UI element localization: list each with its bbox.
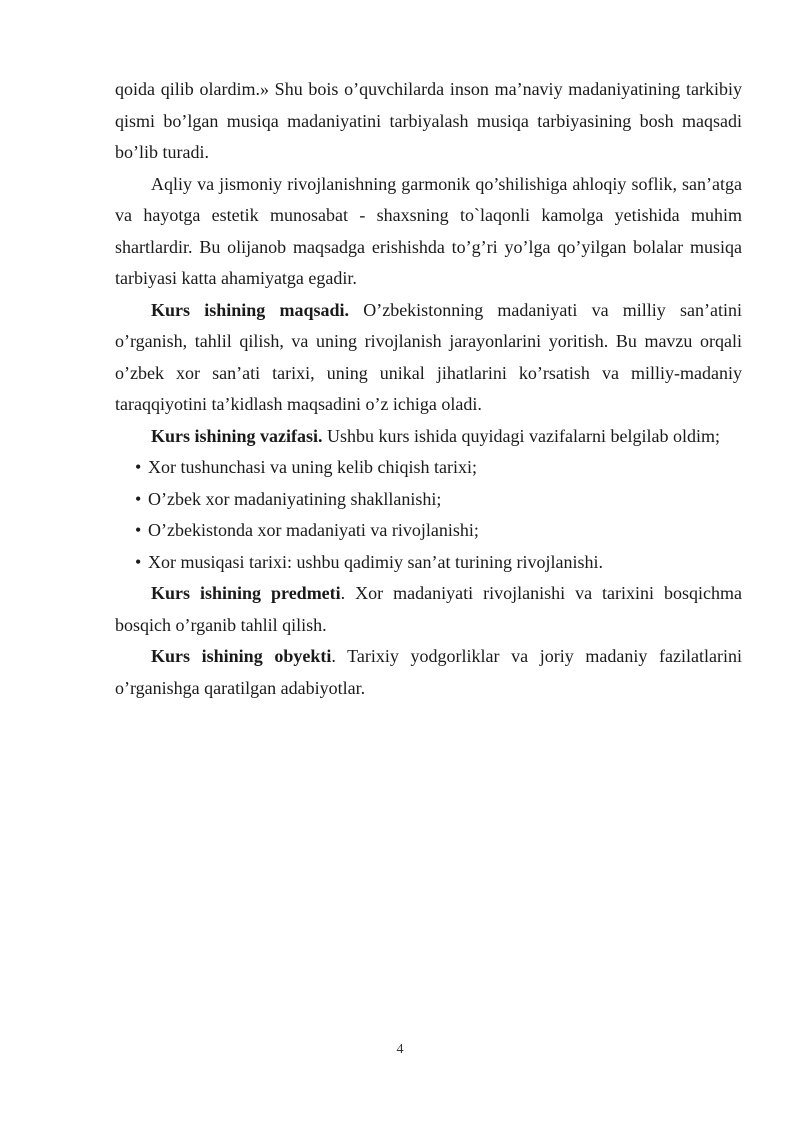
list-item bbox=[135, 547, 742, 579]
list-item-text: O’zbek xor madaniyatining shakllanishi; bbox=[148, 488, 442, 509]
bullet-icon: • bbox=[135, 488, 142, 509]
task-bullet-list bbox=[115, 452, 742, 578]
paragraph-course-object bbox=[115, 641, 742, 704]
paragraph-course-task bbox=[115, 421, 742, 453]
bullet-icon: • bbox=[135, 551, 142, 572]
course-goal-text: O’zbekistonning madaniyati va milliy san’atini o’rganish, tahlil qilish, va uning rivojlanish jarayonlarini yoritish. Bu mavzu orqali o’zbek xor san’ati tarixi, uning unikal jihatlarini ko’rsatish va milliy-madaniy taraqqiyotini ta’kidlash maqsadini o’z ichiga oladi. bbox=[115, 299, 742, 414]
list-item-text: Xor tushunchasi va uning kelib chiqish tarixi; bbox=[148, 457, 477, 477]
paragraph-intro-continuation: qoida qilib olardim.» Shu bois o’quvchilarda inson ma’naviy madaniyatining tarkibiy qismi bo’lgan musiqa madaniyatini tarbiyalash musiqa tarbiyasining bosh maqsadi bo’lib turadi. bbox=[115, 79, 742, 162]
course-task-heading: Kurs ishining vazifasi. bbox=[151, 425, 323, 446]
paragraph-development: Aqliy va jismoniy rivojlanishning garmonik qo’shilishiga ahloqiy soflik, san’atga va hayotga estetik munosabat - shaxsning to`laqonli kamolga yetishida muhim shartlardir. Bu olijanob maqsadga erishishda to’g’ri yo’lga qo’yilgan bolalar musiqa tarbiyasi katta ahamiyatga egadir. bbox=[115, 173, 742, 288]
list-item bbox=[135, 515, 742, 547]
document-page bbox=[115, 74, 742, 704]
paragraph-course-subject bbox=[115, 578, 742, 641]
course-subject-heading: Kurs ishining predmeti bbox=[151, 583, 341, 603]
course-object-text: . Tarixiy yodgorliklar va joriy madaniy fazilatlarini o’rganishga qaratilgan adabiyotlar. bbox=[115, 646, 742, 698]
course-task-text: Ushbu kurs ishida quyidagi vazifalarni belgilab oldim; bbox=[322, 425, 720, 446]
list-item-text: O’zbekistonda xor madaniyati va rivojlanishi; bbox=[148, 520, 479, 540]
list-item-text: Xor musiqasi tarixi: ushbu qadimiy san’at turining rivojlanishi. bbox=[148, 551, 603, 572]
bullet-icon: • bbox=[135, 457, 142, 477]
paragraph-course-goal bbox=[115, 295, 742, 421]
page-number: 4 bbox=[396, 1042, 404, 1057]
list-item bbox=[135, 484, 742, 516]
course-goal-heading: Kurs ishining maqsadi. bbox=[151, 299, 349, 320]
bullet-icon: • bbox=[135, 520, 142, 540]
list-item bbox=[135, 452, 742, 484]
course-subject-text: . Xor madaniyati rivojlanishi va tarixini bosqichma bosqich o’rganib tahlil qilish. bbox=[115, 583, 742, 635]
course-object-heading: Kurs ishining obyekti bbox=[151, 646, 332, 666]
